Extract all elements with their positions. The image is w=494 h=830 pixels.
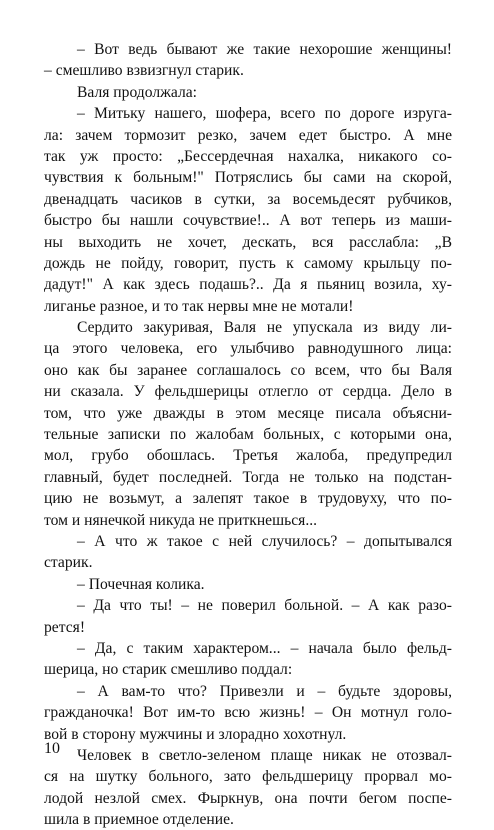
text-line: старик. [44, 554, 93, 572]
text-line: ца этого человека, его улыбчиво равнодушного лица: [44, 340, 452, 358]
text-line: ны выходить не хочет, дескать, вся расслабла: „В [44, 233, 452, 251]
text-line: двенадцать часиков в сутки, за восемьдесят рубчиков, [44, 190, 452, 208]
text-line: – Почечная колика. [77, 575, 205, 593]
paragraph [44, 103, 452, 317]
text-line: лодой незлой смех. Фыркнув, она почти бегом поспе- [44, 789, 452, 807]
text-line: мол, грубо обошлась. Третья жалоба, предупредил [44, 447, 452, 465]
text-line: лиганье разное, и то так нервы мне не мотали! [44, 297, 354, 315]
text-line: ла: зачем тормозит резко, зачем едет быстро. А мне [44, 126, 452, 144]
text-line: рется! [44, 618, 86, 636]
text-line: – Да, с таким характером... – начала было фельд- [77, 639, 452, 657]
text-line: – А вам-то что? Привезли и – будьте здоровы, [77, 682, 452, 700]
text-line: Человек в светло-зеленом плаще никак не отозвал- [77, 746, 452, 764]
page-number: 10 [44, 740, 60, 757]
text-line: Сердито закуривая, Валя не упускала из виду ли- [77, 319, 452, 337]
text-line: главный, будет последней. Тогда не только на подстан- [44, 468, 452, 486]
text-line: дадут!" А как здесь подашь?.. Да я пьяниц возила, ху- [44, 276, 452, 294]
paragraph [44, 82, 452, 103]
text-line: Валя продолжала: [77, 83, 197, 101]
paragraph [44, 317, 452, 531]
paragraph [44, 39, 452, 82]
text-line: оно как бы заранее соглашалось со всем, что бы Валя [44, 361, 452, 379]
text-line: чувствия к больным!" Потряслись бы сами на скорой, [44, 169, 452, 187]
text-line: – А что ж такое с ней случилось? – допытывался [77, 532, 452, 550]
body-text [44, 39, 452, 830]
text-line: быстро бы нашли сочувствие!.. А вот теперь из маши- [44, 212, 452, 230]
text-line: – смешливо взвизгнул старик. [44, 62, 244, 80]
paragraph [44, 574, 452, 595]
paragraph [44, 638, 452, 681]
text-line: шила в приемное отделение. [44, 811, 234, 829]
text-line: том, что уже дважды в этом месяце писала объясни- [44, 404, 452, 422]
text-line: вой в сторону мужчины и злорадно хохотнул. [44, 725, 347, 743]
paragraph [44, 595, 452, 638]
text-line: – Митьку нашего, шофера, всего по дороге изруга- [77, 105, 452, 123]
text-line: ся на шутку больного, зато фельдшерицу прорвал мо- [44, 768, 452, 786]
paragraph [44, 681, 452, 745]
paragraph [44, 531, 452, 574]
text-line: том и нянечкой никуда не приткнешься... [44, 511, 318, 529]
text-line: дождь не пойду, говорит, пусть к самому крыльцу по- [44, 254, 452, 272]
text-line: тельные записки по жалобам больных, с которыми она, [44, 426, 452, 444]
text-line: – Да что ты! – не поверил больной. – А как разо- [77, 597, 452, 615]
text-line: – Вот ведь бывают же такие нехорошие женщины! [77, 41, 452, 58]
text-line: так уж просто: „Бессердечная нахалка, никакого со- [44, 147, 452, 165]
text-line: цию не возьмут, а залепят такое в трудовуху, что по- [44, 490, 452, 508]
text-line: гражданочка! Вот им-то всю жизнь! – Он мотнул голо- [44, 704, 452, 722]
text-line: ни сказала. У фельдшерицы отлегло от сердца. Дело в [44, 383, 452, 401]
text-line: шерица, но старик смешливо поддал: [44, 661, 293, 679]
paragraph [44, 745, 452, 830]
